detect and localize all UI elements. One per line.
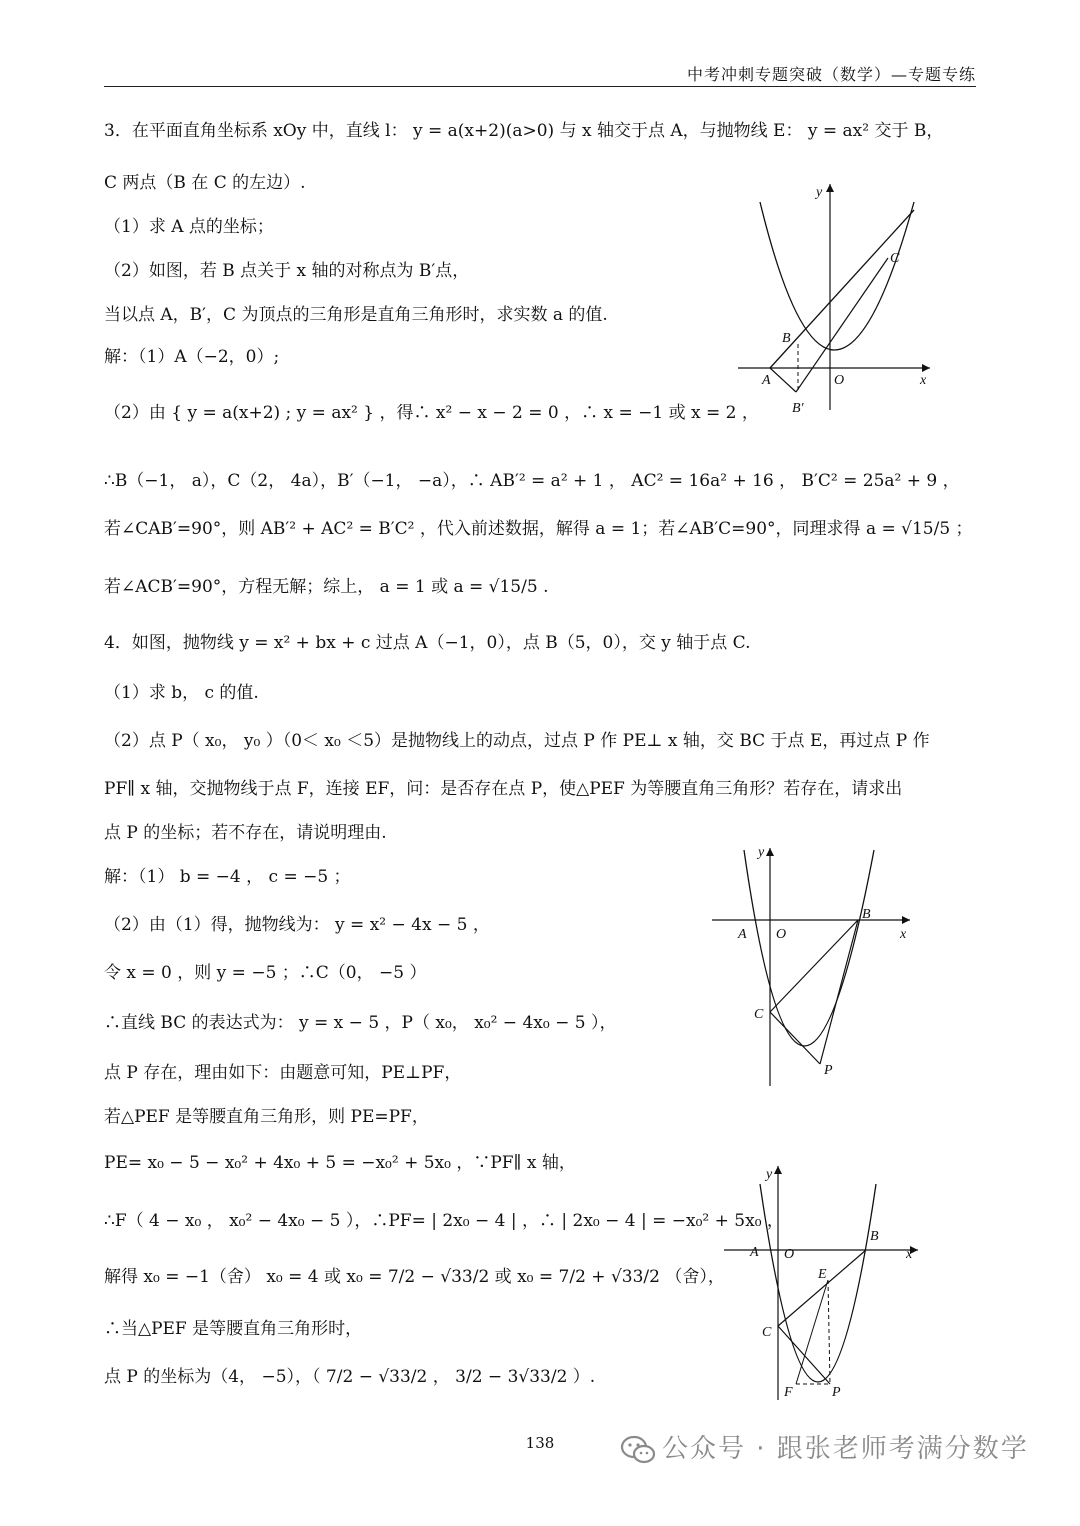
problem4-sol2: （2）由（1）得，抛物线为： y = x² − 4x − 5 ， [104, 915, 490, 935]
problem3-sol2: （2）由 { y = a(x+2) ; y = ax² } ，得∴ x² − x − 2 = 0 ，∴ x = −1 或 x = 2 ， [104, 403, 759, 423]
problem3-line2: C 两点（B 在 C 的左边）. [104, 173, 306, 193]
problem3-sol5: 若∠ACB′=90°，方程无解；综上， a = 1 或 a = √15/5 . [104, 577, 549, 597]
problem4-sol6: 若△PEF 是等腰直角三角形，则 PE=PF， [104, 1107, 429, 1127]
problem4-q2-cont2: 点 P 的坐标；若不存在，请说明理由. [104, 823, 387, 843]
problem4-sol9: 解得 x₀ = −1（舍） x₀ = 4 或 x₀ = 7/2 − √33/2 或 x₀ = 7/2 + √33/2 （舍）， [104, 1267, 725, 1287]
problem4-sol11: 点 P 的坐标为（4， −5），（ 7/2 − √33/2 ， 3/2 − 3√33/2 ）. [104, 1367, 596, 1387]
problem3-line1: 3．在平面直角坐标系 xOy 中，直线 l： y = a(x+2)(a>0) 与 x 轴交于点 A，与抛物线 E： y = ax² 交于 B， [104, 121, 944, 141]
page-header-title: 中考冲刺专题突破（数学）—专题专练 [686, 65, 976, 84]
dashed-PE [828, 1280, 830, 1384]
parabola-curve [760, 202, 914, 350]
problem4-sol1: 解：（1） b = −4 ， c = −5 ； [104, 867, 351, 887]
label-C: C [754, 1007, 764, 1022]
watermark-text: 公众号 · 跟张老师考满分数学 [662, 1434, 1029, 1464]
label-B: B [782, 331, 791, 346]
label-O: O [834, 373, 845, 388]
problem4-sol10: ∴当△PEF 是等腰直角三角形时， [104, 1319, 363, 1339]
parabola-curve [744, 850, 874, 1046]
label-B: B [870, 1229, 879, 1244]
problem3-q2: （2）如图，若 B 点关于 x 轴的对称点为 B′点， [104, 261, 470, 281]
y-axis-arrow-icon [826, 184, 834, 192]
segment-BP [820, 920, 858, 1064]
label-C: C [762, 1325, 772, 1340]
page-number: 138 [525, 1434, 555, 1452]
label-O: O [784, 1247, 795, 1262]
problem4-q2-cont1: PF∥ x 轴，交抛物线于点 F，连接 EF，问：是否存在点 P，使△PEF 为等腰直角三角形？若存在，请求出 [104, 779, 903, 799]
figure-problem4-graph [708, 842, 918, 1092]
label-A: A [738, 927, 747, 942]
label-A: A [750, 1245, 759, 1260]
label-x: x [900, 927, 907, 942]
label-y: y [758, 845, 765, 860]
problem3-sol3: ∴B（−1， a），C（2， 4a），B′（−1， −a），∴ AB′² = a² + 1 ， AC² = 16a² + 16 ， B′C² = 25a² + 9 ， [104, 471, 960, 491]
problem3-q1: （1）求 A 点的坐标； [104, 217, 274, 237]
label-P: P [832, 1385, 841, 1400]
x-axis-arrow-icon [922, 364, 930, 372]
problem4-q2: （2）点 P（ x₀， y₀ ）（0＜ x₀ ＜5）是抛物线上的动点，过点 P 作 PE⊥ x 轴，交 BC 于点 E，再过点 P 作 [104, 731, 930, 751]
label-x: x [920, 373, 927, 388]
label-B-prime: B′ [792, 401, 804, 416]
problem3-q2-cont: 当以点 A，B′，C 为顶点的三角形是直角三角形时，求实数 a 的值. [104, 305, 608, 325]
header-rule [104, 86, 976, 87]
label-y: y [766, 1167, 773, 1182]
wechat-icon [620, 1435, 656, 1465]
problem4-sol8: ∴F（ 4 − x₀ ， x₀² − 4x₀ − 5 ），∴PF= | 2x₀ − 4 | ，∴ | 2x₀ − 4 | = −x₀² + 5x₀ ， [104, 1211, 784, 1231]
problem4-sol4: ∴直线 BC 的表达式为： y = x − 5 ，P（ x₀， x₀² − 4x₀ − 5 ）， [104, 1013, 617, 1033]
label-B: B [862, 907, 871, 922]
problem4-sol5: 点 P 存在，理由如下：由题意可知，PE⊥PF， [104, 1063, 462, 1083]
label-y: y [816, 185, 823, 200]
problem4-q1: （1）求 b， c 的值. [104, 683, 259, 703]
label-C: C [890, 251, 900, 266]
label-A: A [762, 373, 771, 388]
problem4-sol3: 令 x = 0 ，则 y = −5 ；∴C（0， −5 ） [104, 963, 427, 983]
segment-CP [770, 1012, 820, 1064]
problem4-sol7: PE= x₀ − 5 − x₀² + 4x₀ + 5 = −x₀² + 5x₀ ，∵PF∥ x 轴， [104, 1153, 576, 1173]
label-F: F [784, 1385, 793, 1400]
label-O: O [776, 927, 787, 942]
segment-AB-prime [770, 368, 796, 392]
y-axis-arrow-icon [766, 848, 774, 856]
label-x: x [906, 1247, 913, 1262]
segment-CP [778, 1326, 830, 1384]
problem3-sol4: 若∠CAB′=90°，则 AB′² + AC² = B′C² ，代入前述数据，解得 a = 1；若∠AB′C=90°，同理求得 a = √15/5 ； [104, 519, 973, 539]
problem4-line1: 4．如图，抛物线 y = x² + bx + c 过点 A（−1，0），点 B（5，0），交 y 轴于点 C. [104, 633, 751, 653]
watermark [620, 1428, 1029, 1465]
figure-problem4-isosceles [720, 1160, 930, 1406]
label-E: E [818, 1267, 827, 1282]
line-l [770, 210, 914, 368]
segment-EF [796, 1280, 828, 1384]
problem3-sol1: 解：（1）A（−2，0）; [104, 347, 280, 367]
figure-problem3-graph [730, 178, 942, 418]
y-axis-arrow-icon [774, 1166, 782, 1174]
x-axis-arrow-icon [902, 916, 910, 924]
label-P: P [824, 1063, 833, 1078]
